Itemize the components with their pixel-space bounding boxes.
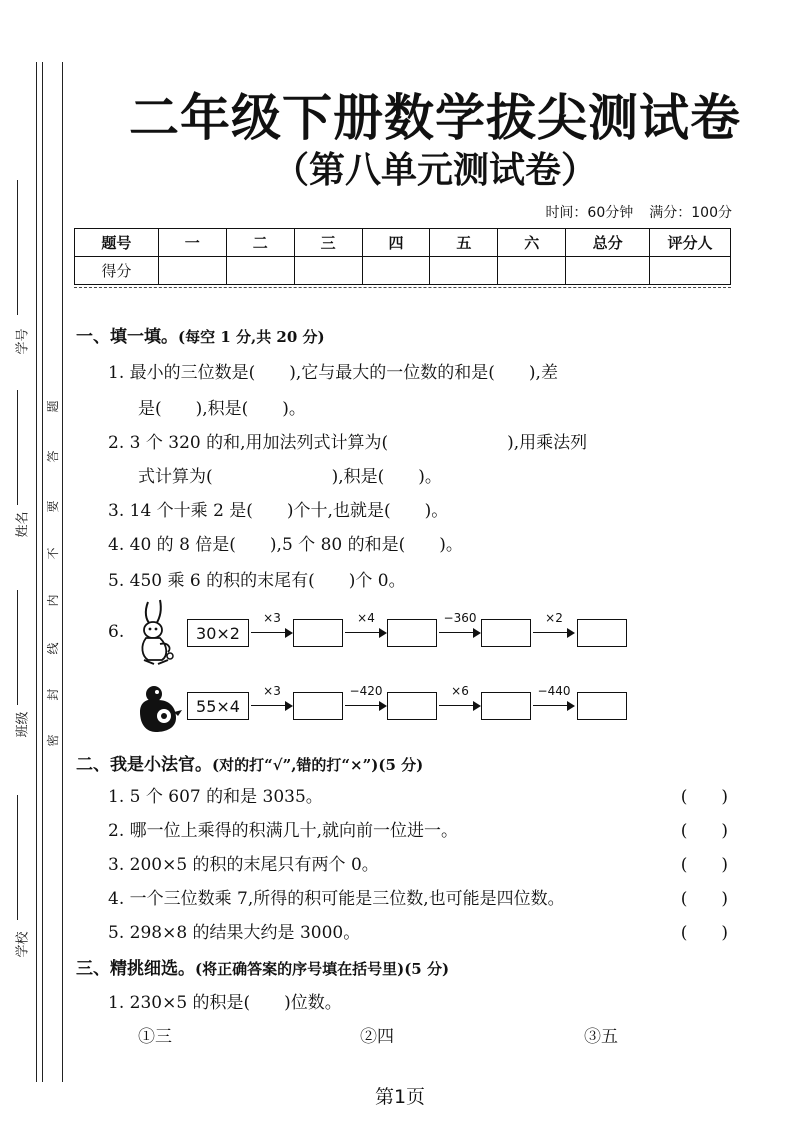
write-line [17,590,18,705]
arrow-right-icon [473,701,481,711]
answer-box[interactable] [577,619,627,647]
table-header-cell: 评分人 [650,229,731,257]
score-cell[interactable] [566,257,650,285]
write-line [17,795,18,920]
question-2-line-1: 2. 3 个 320 的和,用加法列式计算为( ),用乘法列 [108,433,588,453]
flow-arrow [251,611,293,647]
judge-item: 3. 200×5 的积的末尾只有两个 0。 [108,855,379,875]
seal-char: 线 [46,642,60,655]
arrow-right-icon [379,628,387,638]
flow-arrow [251,684,293,720]
school-field [0,795,36,965]
arrow-right-icon [473,628,481,638]
field-label: 班级 [15,711,31,738]
answer-paren[interactable]: ( ) [680,821,728,841]
answer-paren[interactable]: ( ) [680,889,728,909]
table-header-cell: 一 [158,229,226,257]
option-a[interactable]: ①三 [138,1027,172,1047]
operation-label: ×4 [357,611,375,625]
answer-box[interactable] [577,692,627,720]
arrow-right-icon [379,701,387,711]
judge-item: 1. 5 个 607 的和是 3035。 [108,787,323,807]
name-field [0,390,36,550]
section-2-heading [76,750,423,775]
section-note: (对的打“√”,错的打“×”)(5 分) [212,756,424,774]
score-table [74,228,731,285]
table-header-cell: 二 [226,229,294,257]
section-title: 二、我是小法官。 [76,755,212,775]
question-2-line-2: 式计算为( ),积是( )。 [138,467,442,487]
full-score: 满分：100分 [649,205,732,221]
seal-char: 封 [46,688,60,701]
bird-icon [136,682,182,734]
judge-item: 5. 298×8 的结果大约是 3000。 [108,923,361,943]
answer-paren[interactable]: ( ) [680,855,728,875]
write-line [17,180,18,315]
answer-box[interactable] [293,619,343,647]
flow-arrow [439,611,481,647]
answer-box[interactable] [481,692,531,720]
operation-label: ×3 [263,684,281,698]
flow-arrow [345,611,387,647]
section-note: (将正确答案的序号填在括号里)(5 分) [195,960,450,978]
operation-label: ×2 [545,611,563,625]
table-header-row [75,229,731,257]
seal-char: 题 [46,400,60,413]
choice-question: 1. 230×5 的积是( )位数。 [108,993,342,1013]
section-title: 一、填一填。 [76,327,178,347]
score-cell[interactable] [294,257,362,285]
question-4: 4. 40 的 8 倍是( ),5 个 80 的和是( )。 [108,535,463,555]
score-cell[interactable] [650,257,731,285]
table-header-cell: 四 [362,229,430,257]
option-c[interactable]: ③五 [584,1027,618,1047]
class-field [0,590,36,750]
student-id-field [0,180,36,360]
score-cell[interactable] [430,257,498,285]
question-6-number: 6. [108,622,125,642]
arrow-right-icon [285,701,293,711]
score-cell[interactable] [498,257,566,285]
answer-box[interactable] [293,692,343,720]
operation-label: ×3 [263,611,281,625]
question-1-line-1: 1. 最小的三位数是( ),它与最大的一位数的和是( ),差 [108,363,558,383]
table-header-cell: 五 [430,229,498,257]
score-cell[interactable] [158,257,226,285]
page-subtitle: （第八单元测试卷） [272,150,597,191]
operation-label: −420 [349,684,383,698]
answer-box[interactable] [387,619,437,647]
page-title: 二年级下册数学拔尖测试卷 [129,89,741,147]
question-5: 5. 450 乘 6 的积的末尾有( )个 0。 [108,571,406,591]
judge-item: 4. 一个三位数乘 7,所得的积可能是三位数,也可能是四位数。 [108,889,565,909]
flow-arrow [533,684,575,720]
question-1-line-2: 是( ),积是( )。 [138,399,306,419]
flow-arrow [345,684,387,720]
seal-char: 答 [46,450,60,463]
arrow-right-icon [285,628,293,638]
flow-arrow [533,611,575,647]
operation-label: −440 [537,684,571,698]
margin-line [36,62,37,1082]
answer-box[interactable] [387,692,437,720]
page-number: 第1页 [374,1086,426,1108]
arrow-right-icon [567,701,575,711]
section-3-heading [76,954,449,979]
answer-paren[interactable]: ( ) [680,923,728,943]
operation-label: −360 [443,611,477,625]
operation-label: ×6 [451,684,469,698]
margin-line [62,62,63,1082]
table-row [75,257,731,285]
margin-line [42,62,43,1082]
question-3: 3. 14 个十乘 2 是( )个十,也就是( )。 [108,501,449,521]
field-label: 姓名 [15,511,31,538]
seal-char: 不 [46,547,60,560]
flow-arrow [439,684,481,720]
divider [74,287,731,288]
section-1-heading [76,322,325,347]
flow-1-start-box: 30×2 [187,619,249,647]
table-header-cell: 总分 [566,229,650,257]
score-cell[interactable] [226,257,294,285]
field-label: 学号 [15,328,31,355]
rabbit-icon [134,598,178,666]
table-header-cell: 六 [498,229,566,257]
seal-char: 内 [46,594,60,607]
table-header-cell: 三 [294,229,362,257]
write-line [17,390,18,505]
option-b[interactable]: ②四 [360,1027,394,1047]
score-cell[interactable] [362,257,430,285]
section-note: (每空 1 分,共 20 分) [178,328,325,346]
time-limit: 时间：60分钟 [545,205,634,221]
flow-2-start-box: 55×4 [187,692,249,720]
seal-char: 密 [46,734,60,747]
answer-paren[interactable]: ( ) [680,787,728,807]
binding-margin [0,0,70,1148]
field-label: 学校 [15,931,31,958]
exam-info [529,202,732,222]
answer-box[interactable] [481,619,531,647]
table-row-label: 得分 [75,257,159,285]
judge-item: 2. 哪一位上乘得的积满几十,就向前一位进一。 [108,821,459,841]
arrow-right-icon [567,628,575,638]
table-header-cell: 题号 [75,229,159,257]
seal-char: 要 [46,500,60,513]
section-title: 三、精挑细选。 [76,959,195,979]
